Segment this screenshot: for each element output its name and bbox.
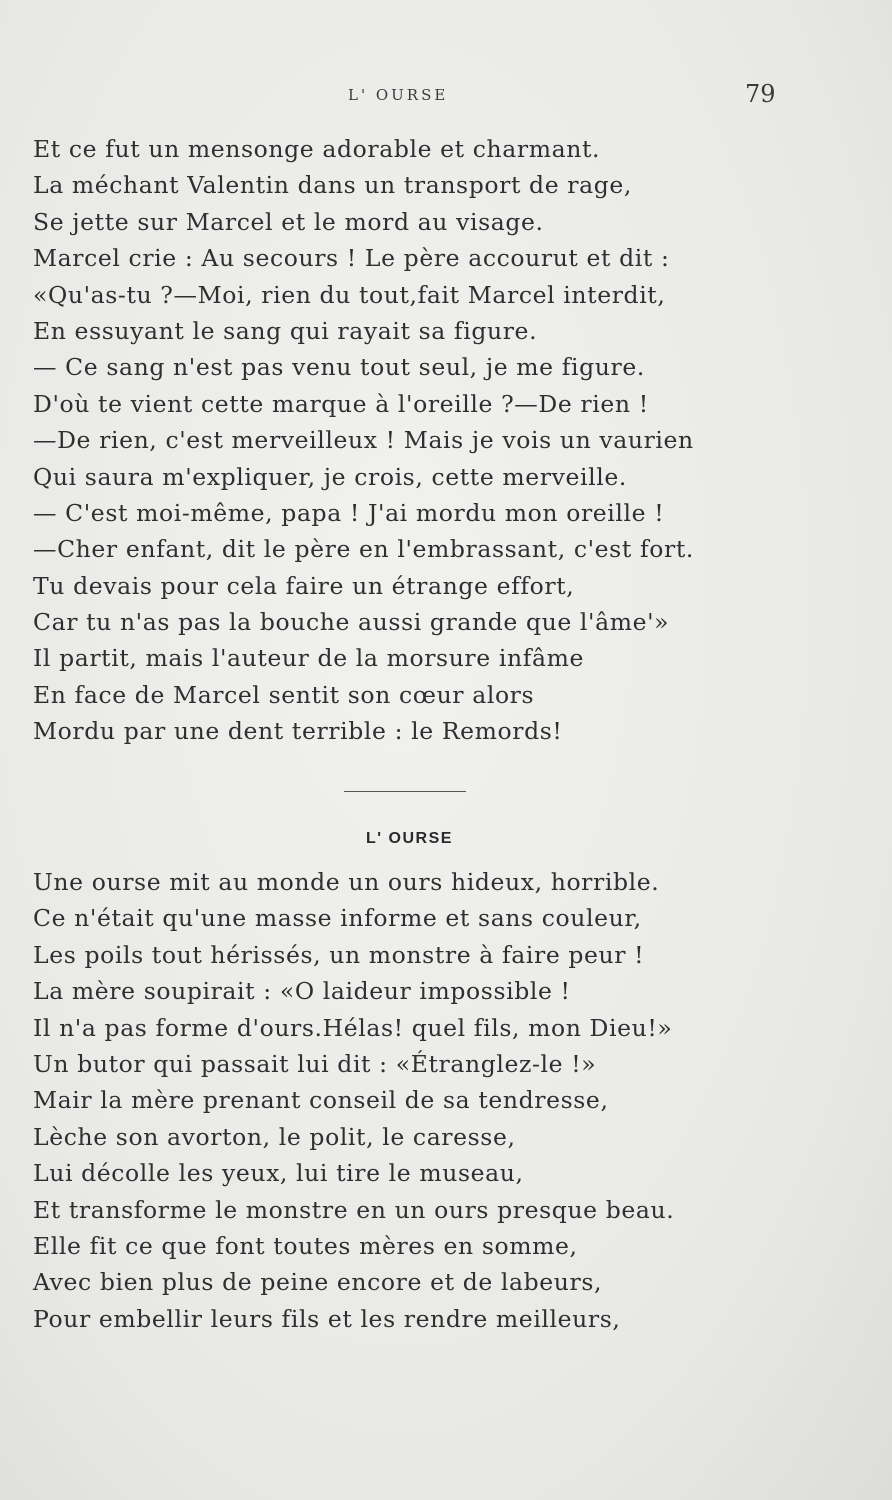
- running-title: L' OURSE: [348, 86, 449, 104]
- verse-line: Avec bien plus de peine encore et de labeurs,: [33, 1268, 603, 1297]
- verse-line: Il partit, mais l'auteur de la morsure infâme: [33, 644, 584, 673]
- verse-line: La mère soupirait : «O laideur impossible !: [33, 977, 571, 1006]
- verse-line: Lui décolle les yeux, lui tire le museau,: [33, 1159, 524, 1188]
- verse-line: En essuyant le sang qui rayait sa figure.: [33, 316, 538, 345]
- verse-line: En face de Marcel sentit son cœur alors: [33, 680, 535, 709]
- verse-line: Mordu par une dent terrible : le Remords!: [33, 717, 563, 746]
- verse-line: Ce n'était qu'une masse informe et sans couleur,: [33, 904, 642, 933]
- verse-line: Et transforme le monstre en un ours presque beau.: [33, 1195, 675, 1224]
- verse-line: Il n'a pas forme d'ours.Hélas! quel fils, mon Dieu!»: [33, 1013, 673, 1042]
- verse-line: Les poils tout hérissés, un monstre à faire peur !: [33, 940, 645, 969]
- poem-ourse: [33, 864, 833, 1337]
- verse-line: — C'est moi-même, papa ! J'ai mordu mon oreille !: [33, 498, 665, 527]
- verse-line: Tu devais pour cela faire un étrange effort,: [33, 571, 575, 600]
- verse-line: Une ourse mit au monde un ours hideux, horrible.: [33, 868, 660, 896]
- verse-line: Elle fit ce que font toutes mères en somme,: [33, 1231, 578, 1260]
- verse-line: Se jette sur Marcel et le mord au visage.: [33, 207, 544, 236]
- verse-line: «Qu'as-tu ?—Moi, rien du tout,fait Marcel interdit,: [33, 280, 666, 309]
- verse-line: Lèche son avorton, le polit, le caresse,: [33, 1122, 516, 1151]
- verse-line: Pour embellir leurs fils et les rendre meilleurs,: [33, 1304, 621, 1333]
- poem-continued: [33, 131, 833, 750]
- verse-line: Marcel crie : Au secours ! Le père accourut et dit :: [33, 244, 670, 273]
- verse-line: Car tu n'as pas la bouche aussi grande que l'âme'»: [33, 608, 670, 637]
- page-number: 79: [745, 80, 776, 108]
- poem-title: L' OURSE: [366, 830, 453, 847]
- verse-line: Qui saura m'expliquer, je crois, cette merveille.: [33, 462, 627, 491]
- verse-line: — Ce sang n'est pas venu tout seul, je me figure.: [33, 353, 645, 382]
- verse-line: Et ce fut un mensonge adorable et charmant.: [33, 135, 601, 163]
- verse-line: —Cher enfant, dit le père en l'embrassant, c'est fort.: [33, 535, 694, 564]
- verse-line: Mair la mère prenant conseil de sa tendresse,: [33, 1086, 609, 1115]
- verse-line: —De rien, c'est merveilleux ! Mais je vois un vaurien: [33, 426, 694, 455]
- verse-line: La méchant Valentin dans un transport de rage,: [33, 171, 632, 200]
- running-head: [0, 80, 892, 110]
- verse-line: Un butor qui passait lui dit : «Étranglez-le !»: [33, 1049, 597, 1078]
- section-divider: [344, 791, 466, 792]
- verse-line: D'où te vient cette marque à l'oreille ?—De rien !: [33, 389, 649, 418]
